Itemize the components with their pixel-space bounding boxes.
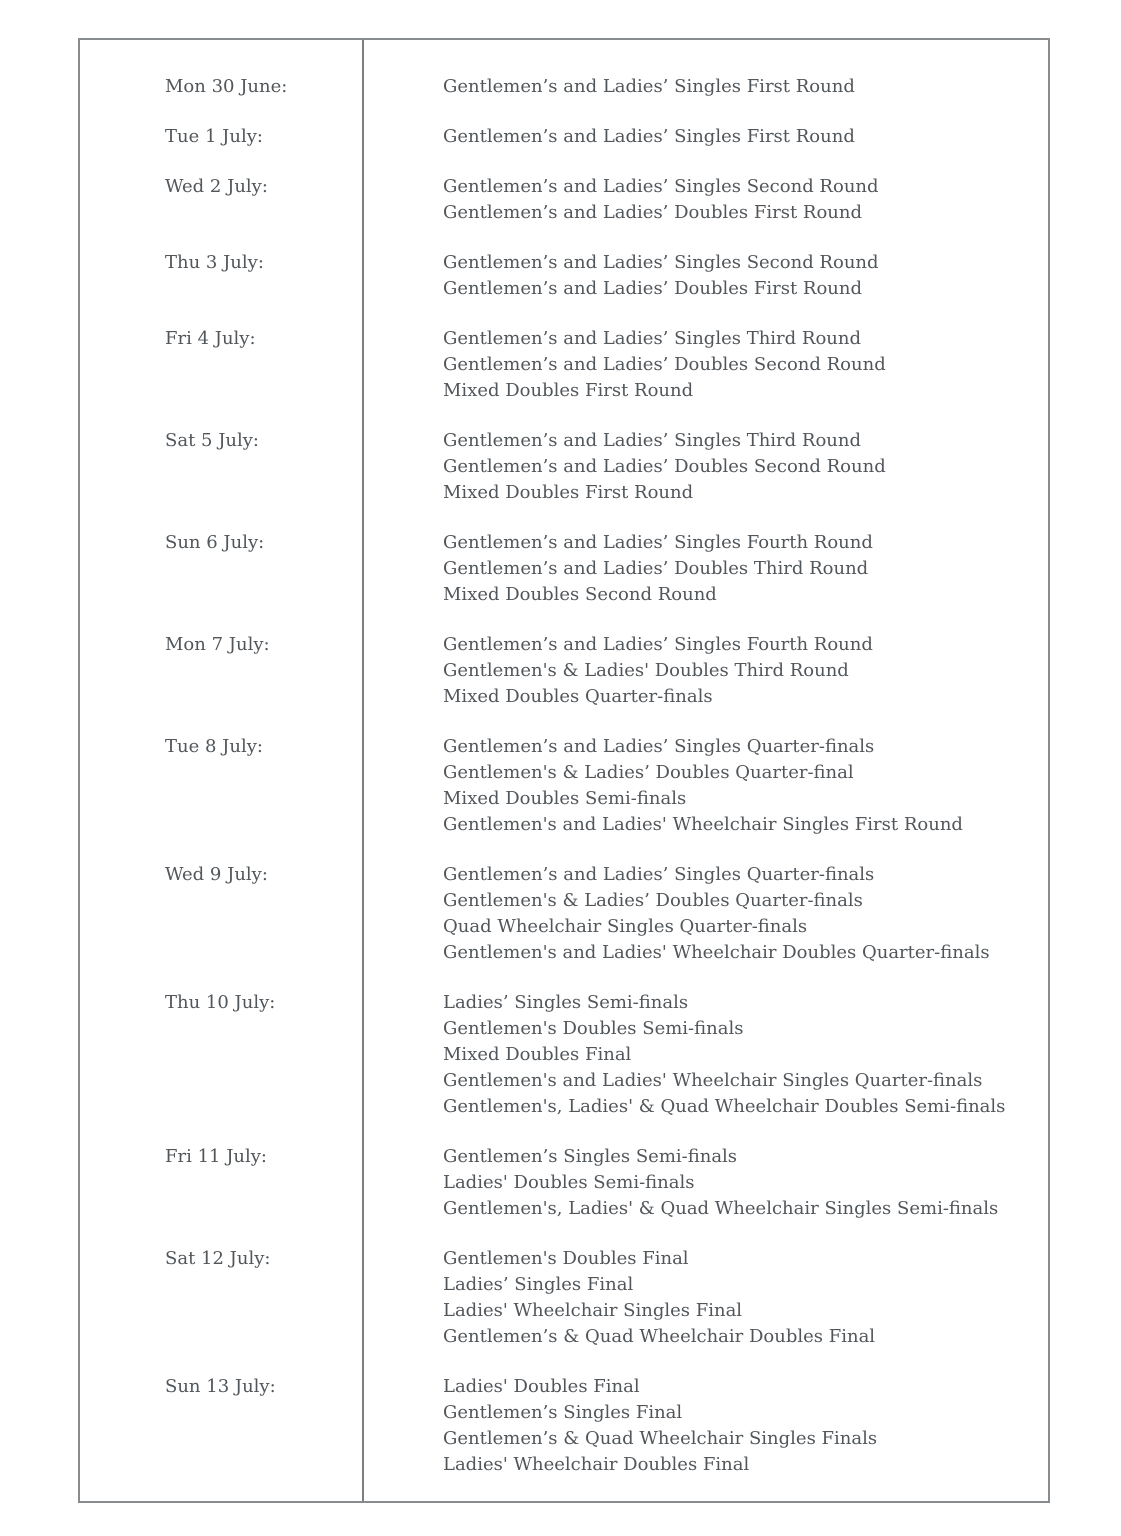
schedule-events [362, 530, 1048, 608]
event-line: Gentlemen’s and Ladies’ Singles Third Round [443, 328, 861, 349]
schedule-date: Sat 12 July: [165, 1248, 271, 1269]
schedule-events [362, 1246, 1048, 1350]
schedule-row [80, 862, 1048, 966]
event-line: Gentlemen's & Ladies' Doubles Third Round [443, 660, 849, 681]
schedule-date: Mon 30 June: [165, 76, 288, 97]
event-line: Gentlemen’s Singles Semi-finals [443, 1146, 738, 1167]
schedule-events [362, 124, 1048, 150]
schedule-events [362, 174, 1048, 226]
event-line: Ladies' Wheelchair Doubles Final [443, 1454, 750, 1475]
event-line: Gentlemen's Doubles Final [443, 1248, 689, 1269]
event-line: Gentlemen’s and Ladies’ Singles Third Round [443, 430, 861, 451]
schedule-date: Thu 10 July: [165, 992, 276, 1013]
event-line: Gentlemen’s and Ladies’ Doubles First Round [443, 202, 863, 223]
schedule-rows [80, 74, 1048, 1478]
event-line: Gentlemen’s and Ladies’ Singles Fourth Round [443, 532, 873, 553]
event-line: Gentlemen's & Ladies’ Doubles Quarter-final [443, 762, 854, 783]
schedule-date: Tue 8 July: [165, 736, 263, 757]
event-line: Ladies' Doubles Semi-finals [443, 1172, 695, 1193]
event-line: Gentlemen's and Ladies' Wheelchair Singles First Round [443, 814, 963, 835]
schedule-row [80, 1246, 1048, 1350]
event-line: Gentlemen’s and Ladies’ Singles First Round [443, 76, 855, 97]
event-line: Gentlemen’s & Quad Wheelchair Singles Finals [443, 1428, 878, 1449]
schedule-row [80, 74, 1048, 100]
event-line: Gentlemen’s Singles Final [443, 1402, 683, 1423]
schedule-events [362, 74, 1048, 100]
schedule-row [80, 632, 1048, 710]
event-line: Gentlemen’s and Ladies’ Doubles First Round [443, 278, 863, 299]
event-line: Gentlemen's, Ladies' & Quad Wheelchair Singles Semi-finals [443, 1198, 999, 1219]
schedule-date: Mon 7 July: [165, 634, 270, 655]
event-line: Gentlemen's & Ladies’ Doubles Quarter-finals [443, 890, 863, 911]
event-line: Mixed Doubles Second Round [443, 584, 717, 605]
schedule-row [80, 124, 1048, 150]
schedule-events [362, 250, 1048, 302]
schedule-events [362, 1374, 1048, 1478]
event-line: Gentlemen’s & Quad Wheelchair Doubles Final [443, 1326, 876, 1347]
schedule-date: Sun 13 July: [165, 1376, 276, 1397]
schedule-events [362, 632, 1048, 710]
event-line: Mixed Doubles First Round [443, 380, 694, 401]
schedule-row [80, 174, 1048, 226]
event-line: Ladies' Doubles Final [443, 1376, 640, 1397]
schedule-date: Wed 9 July: [165, 864, 268, 885]
event-line: Gentlemen's, Ladies' & Quad Wheelchair Doubles Semi-finals [443, 1096, 1006, 1117]
event-line: Gentlemen’s and Ladies’ Singles Second Round [443, 252, 879, 273]
schedule-row [80, 990, 1048, 1120]
schedule-row [80, 530, 1048, 608]
event-line: Gentlemen’s and Ladies’ Singles Quarter-finals [443, 736, 875, 757]
event-line: Gentlemen’s and Ladies’ Singles Second Round [443, 176, 879, 197]
schedule-events [362, 326, 1048, 404]
event-line: Ladies’ Singles Semi-finals [443, 992, 689, 1013]
event-line: Gentlemen’s and Ladies’ Doubles Third Round [443, 558, 869, 579]
schedule-date: Fri 11 July: [165, 1146, 267, 1167]
schedule-date: Tue 1 July: [165, 126, 263, 147]
event-line: Mixed Doubles Quarter-finals [443, 686, 713, 707]
event-line: Gentlemen’s and Ladies’ Singles Fourth Round [443, 634, 873, 655]
schedule-date: Wed 2 July: [165, 176, 268, 197]
schedule-row [80, 250, 1048, 302]
schedule-table [78, 38, 1050, 1503]
event-line: Gentlemen's and Ladies' Wheelchair Singles Quarter-finals [443, 1070, 983, 1091]
event-line: Gentlemen's and Ladies' Wheelchair Doubles Quarter-finals [443, 942, 990, 963]
schedule-events [362, 428, 1048, 506]
event-line: Ladies’ Singles Final [443, 1274, 634, 1295]
event-line: Gentlemen’s and Ladies’ Doubles Second Round [443, 354, 886, 375]
column-divider [362, 40, 364, 1501]
event-line: Quad Wheelchair Singles Quarter-finals [443, 916, 808, 937]
schedule-date: Sun 6 July: [165, 532, 265, 553]
event-line: Gentlemen’s and Ladies’ Singles First Round [443, 126, 855, 147]
schedule-date: Fri 4 July: [165, 328, 256, 349]
schedule-events [362, 1144, 1048, 1222]
schedule-row [80, 326, 1048, 404]
event-line: Mixed Doubles Final [443, 1044, 632, 1065]
event-line: Gentlemen’s and Ladies’ Doubles Second Round [443, 456, 886, 477]
schedule-date: Thu 3 July: [165, 252, 264, 273]
event-line: Gentlemen’s and Ladies’ Singles Quarter-finals [443, 864, 875, 885]
schedule-events [362, 734, 1048, 838]
schedule-row [80, 1144, 1048, 1222]
schedule-events [362, 862, 1048, 966]
schedule-row [80, 428, 1048, 506]
event-line: Mixed Doubles Semi-finals [443, 788, 687, 809]
event-line: Ladies' Wheelchair Singles Final [443, 1300, 743, 1321]
schedule-row [80, 1374, 1048, 1478]
schedule-events [362, 990, 1048, 1120]
event-line: Gentlemen's Doubles Semi-finals [443, 1018, 744, 1039]
schedule-date: Sat 5 July: [165, 430, 259, 451]
schedule-row [80, 734, 1048, 838]
event-line: Mixed Doubles First Round [443, 482, 694, 503]
